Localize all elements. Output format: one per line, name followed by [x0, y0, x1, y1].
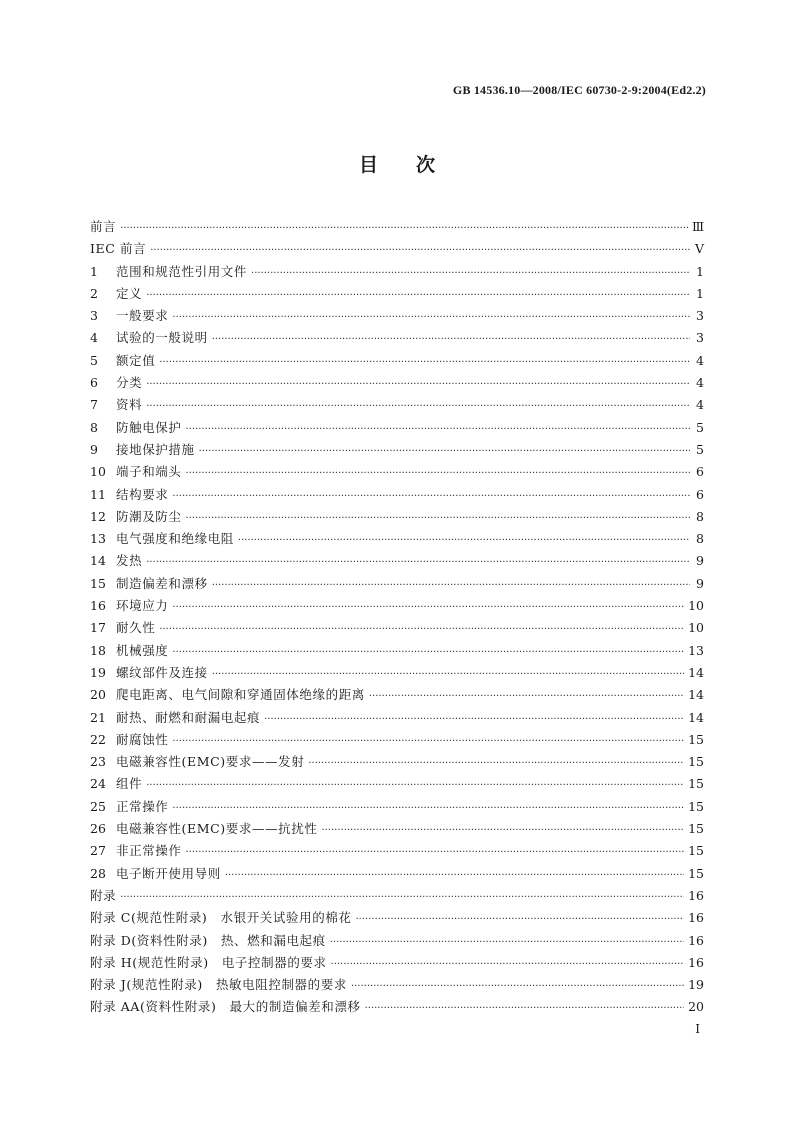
toc-dot-leader — [146, 552, 690, 574]
toc-entry-number: 11 — [90, 486, 106, 502]
toc-entry-number: 21 — [90, 709, 106, 725]
toc-entry[interactable] — [90, 484, 704, 506]
toc-entry-title: 前言 — [90, 219, 117, 234]
toc-entry-number: 16 — [90, 598, 106, 614]
toc-entry[interactable] — [90, 417, 704, 439]
toc-entry-page: 3 — [696, 330, 704, 346]
toc-entry-number: 22 — [90, 731, 106, 747]
toc-entry-title: 附录 D(资料性附录) 热、燃和漏电起痕 — [90, 932, 326, 948]
toc-entry-page: 10 — [688, 598, 704, 614]
toc-dot-leader — [172, 486, 690, 508]
toc-entry-number: 19 — [90, 664, 106, 680]
toc-entry-title: 附录 C(规范性附录) 水银开关试验用的棉花 — [90, 910, 352, 926]
toc-entry-page: 20 — [688, 999, 704, 1015]
toc-entry-number: 18 — [90, 642, 106, 658]
toc-entry-page: 1 — [696, 263, 704, 279]
toc-entry-number: 7 — [90, 397, 98, 413]
toc-dot-leader — [308, 753, 684, 775]
toc-entry-page: 13 — [688, 642, 704, 658]
toc-entry-number: 23 — [90, 754, 106, 770]
toc-dot-leader — [238, 530, 690, 552]
toc-entry[interactable] — [90, 684, 704, 706]
toc-entry-number: 14 — [90, 553, 106, 569]
toc-dot-leader — [146, 285, 690, 307]
toc-entry[interactable] — [90, 439, 704, 461]
toc-dot-leader — [172, 798, 684, 820]
toc-entry[interactable] — [90, 952, 704, 974]
toc-dot-leader — [159, 352, 690, 374]
toc-dot-leader — [264, 709, 684, 731]
toc-entry-number: 2 — [90, 285, 98, 301]
toc-entry-page: 3 — [696, 308, 704, 324]
toc-dot-leader — [351, 976, 684, 998]
toc-entry-title: 附录 H(规范性附录) 电子控制器的要求 — [90, 954, 327, 970]
toc-entry[interactable] — [90, 461, 704, 483]
toc-dot-leader — [186, 419, 690, 441]
toc-dot-leader — [251, 263, 690, 285]
toc-entry-page: 15 — [688, 865, 704, 881]
toc-entry-page: 9 — [696, 553, 704, 569]
toc-entry[interactable] — [90, 550, 704, 572]
toc-entry-number: 8 — [90, 419, 98, 435]
toc-entry[interactable] — [90, 283, 704, 305]
toc-entry-page: 16 — [688, 887, 704, 903]
toc-entry-page: 4 — [696, 375, 704, 391]
toc-entry-title: 资料 — [116, 397, 143, 413]
toc-entry-number: 10 — [90, 464, 106, 480]
toc-dot-leader — [356, 909, 685, 931]
toc-entry-title: 机械强度 — [116, 642, 169, 658]
toc-entry-number: 26 — [90, 821, 106, 837]
toc-entry[interactable] — [90, 930, 704, 952]
toc-entry-page: 6 — [696, 486, 704, 502]
toc-dot-leader — [199, 441, 690, 463]
toc-dot-leader — [146, 396, 690, 418]
toc-entry-title: 螺纹部件及连接 — [116, 664, 208, 680]
toc-entry-title: 附录 J(规范性附录) 热敏电阻控制器的要求 — [90, 977, 347, 993]
toc-entry-page: 16 — [688, 910, 704, 926]
toc-entry-page: 4 — [696, 397, 704, 413]
toc-entry-page: 16 — [688, 932, 704, 948]
toc-entry[interactable] — [90, 818, 704, 840]
toc-entry[interactable] — [90, 729, 704, 751]
toc-entry-number: 9 — [90, 441, 98, 457]
toc-dot-leader — [120, 218, 688, 240]
toc-entry[interactable] — [90, 305, 704, 327]
toc-entry-page: 15 — [688, 798, 704, 814]
toc-entry-title: 试验的一般说明 — [116, 330, 208, 346]
toc-entry-page: 10 — [688, 620, 704, 636]
toc-entry[interactable] — [90, 907, 704, 929]
toc-dot-leader — [120, 887, 684, 909]
toc-entry-title: 分类 — [116, 375, 143, 391]
toc-entry-title: 额定值 — [116, 352, 156, 368]
toc-entry-number: 12 — [90, 508, 106, 524]
toc-entry-number: 20 — [90, 687, 106, 703]
toc-entry-number: 4 — [90, 330, 98, 346]
toc-entry[interactable] — [90, 707, 704, 729]
toc-entry-page: 1 — [696, 285, 704, 301]
toc-entry[interactable] — [90, 238, 704, 260]
toc-dot-leader — [321, 820, 684, 842]
toc-dot-leader — [146, 374, 690, 396]
table-of-contents — [90, 216, 704, 1019]
toc-entry-page: 15 — [688, 731, 704, 747]
toc-entry-title: 电磁兼容性(EMC)要求——抗扰性 — [116, 821, 318, 837]
toc-dot-leader — [212, 575, 690, 597]
toc-dot-leader — [172, 597, 684, 619]
toc-dot-leader — [369, 686, 684, 708]
toc-entry-page: 15 — [688, 754, 704, 770]
toc-entry-title: 制造偏差和漂移 — [116, 575, 208, 591]
toc-entry[interactable] — [90, 863, 704, 885]
toc-entry[interactable] — [90, 327, 704, 349]
toc-dot-leader — [225, 865, 684, 887]
toc-entry-page: 14 — [688, 664, 704, 680]
toc-entry[interactable] — [90, 662, 704, 684]
toc-entry-page: 6 — [696, 464, 704, 480]
toc-entry-number: 6 — [90, 375, 98, 391]
toc-entry-page: Ⅴ — [694, 241, 704, 257]
toc-entry[interactable] — [90, 506, 704, 528]
toc-entry-title: 范围和规范性引用文件 — [116, 263, 248, 279]
toc-entry-title: 电子断开使用导则 — [116, 865, 221, 881]
toc-entry[interactable] — [90, 840, 704, 862]
toc-entry[interactable] — [90, 350, 704, 372]
document-code: GB 14536.10—2008/IEC 60730-2-9:2004(Ed2.2) — [452, 83, 706, 97]
toc-entry[interactable] — [90, 751, 704, 773]
toc-entry-number: 5 — [90, 352, 98, 368]
toc-entry-title: 发热 — [116, 553, 143, 569]
toc-entry-page: 8 — [696, 508, 704, 524]
toc-dot-leader — [186, 508, 690, 530]
toc-dot-leader — [212, 664, 684, 686]
toc-entry-number: 3 — [90, 308, 98, 324]
toc-entry[interactable] — [90, 595, 704, 617]
toc-dot-leader — [331, 954, 684, 976]
toc-entry-number: 25 — [90, 798, 106, 814]
toc-entry-number: 13 — [90, 531, 106, 547]
toc-entry[interactable] — [90, 528, 704, 550]
toc-entry[interactable] — [90, 617, 704, 639]
toc-dot-leader — [172, 642, 684, 664]
toc-entry-title: 端子和端头 — [116, 464, 182, 480]
toc-entry[interactable] — [90, 261, 704, 283]
toc-entry[interactable] — [90, 885, 704, 907]
toc-entry-title: 电气强度和绝缘电阻 — [116, 531, 234, 547]
toc-entry-page: 15 — [688, 821, 704, 837]
toc-entry-page: 14 — [688, 709, 704, 725]
toc-entry-title: 定义 — [116, 285, 143, 301]
toc-dot-leader — [212, 329, 690, 351]
toc-entry-page: 9 — [696, 575, 704, 591]
toc-entry-page: 19 — [688, 977, 704, 993]
toc-entry[interactable] — [90, 974, 704, 996]
toc-entry-title: 耐热、耐燃和耐漏电起痕 — [116, 709, 261, 725]
page-number: Ⅰ — [695, 1022, 700, 1036]
toc-dot-leader — [186, 463, 690, 485]
toc-dot-leader — [365, 998, 685, 1020]
toc-entry-title: 防触电保护 — [116, 419, 182, 435]
toc-dot-leader — [146, 775, 684, 797]
toc-entry[interactable] — [90, 796, 704, 818]
toc-entry-page: 16 — [688, 954, 704, 970]
toc-dot-leader — [330, 932, 684, 954]
toc-dot-leader — [186, 842, 685, 864]
toc-entry-number: 28 — [90, 865, 106, 881]
toc-entry[interactable] — [90, 640, 704, 662]
toc-entry[interactable] — [90, 216, 704, 238]
toc-entry[interactable] — [90, 996, 704, 1018]
toc-entry-page: 4 — [696, 352, 704, 368]
toc-entry-number: 24 — [90, 776, 106, 792]
toc-entry-title: 组件 — [116, 776, 143, 792]
toc-dot-leader — [172, 307, 690, 329]
toc-entry[interactable] — [90, 773, 704, 795]
toc-entry-page: 15 — [688, 843, 704, 859]
toc-entry-title: 附录 — [90, 887, 117, 903]
page-title: 目 次 — [358, 154, 435, 176]
toc-dot-leader — [150, 240, 690, 262]
toc-entry-title: 耐腐蚀性 — [116, 731, 169, 747]
toc-entry-page: 5 — [696, 441, 704, 457]
toc-entry-title: 耐久性 — [116, 620, 156, 636]
toc-entry-title: 一般要求 — [116, 308, 169, 324]
toc-entry-title: 环境应力 — [116, 598, 169, 614]
toc-entry[interactable] — [90, 573, 704, 595]
toc-entry-title: 防潮及防尘 — [116, 508, 182, 524]
toc-entry-page: 15 — [688, 776, 704, 792]
toc-entry-page: Ⅲ — [691, 219, 704, 234]
toc-entry-title: 接地保护措施 — [116, 441, 195, 457]
toc-entry-number: 17 — [90, 620, 106, 636]
toc-entry-title: 爬电距离、电气间隙和穿通固体绝缘的距离 — [116, 687, 365, 703]
toc-entry-title: 附录 AA(资料性附录) 最大的制造偏差和漂移 — [90, 999, 361, 1015]
toc-dot-leader — [159, 619, 684, 641]
toc-entry-title: 非正常操作 — [116, 843, 182, 859]
toc-entry-title: 结构要求 — [116, 486, 169, 502]
toc-entry-title: 电磁兼容性(EMC)要求——发射 — [116, 754, 305, 770]
toc-entry-number: 15 — [90, 575, 106, 591]
toc-entry-number: 1 — [90, 263, 98, 279]
toc-entry-title: 正常操作 — [116, 798, 169, 814]
toc-entry-page: 8 — [696, 531, 704, 547]
toc-entry[interactable] — [90, 372, 704, 394]
toc-entry-page: 14 — [688, 687, 704, 703]
toc-dot-leader — [172, 731, 684, 753]
toc-entry-page: 5 — [696, 419, 704, 435]
toc-entry[interactable] — [90, 394, 704, 416]
toc-entry-title: IEC 前言 — [90, 241, 147, 257]
toc-entry-number: 27 — [90, 843, 106, 859]
